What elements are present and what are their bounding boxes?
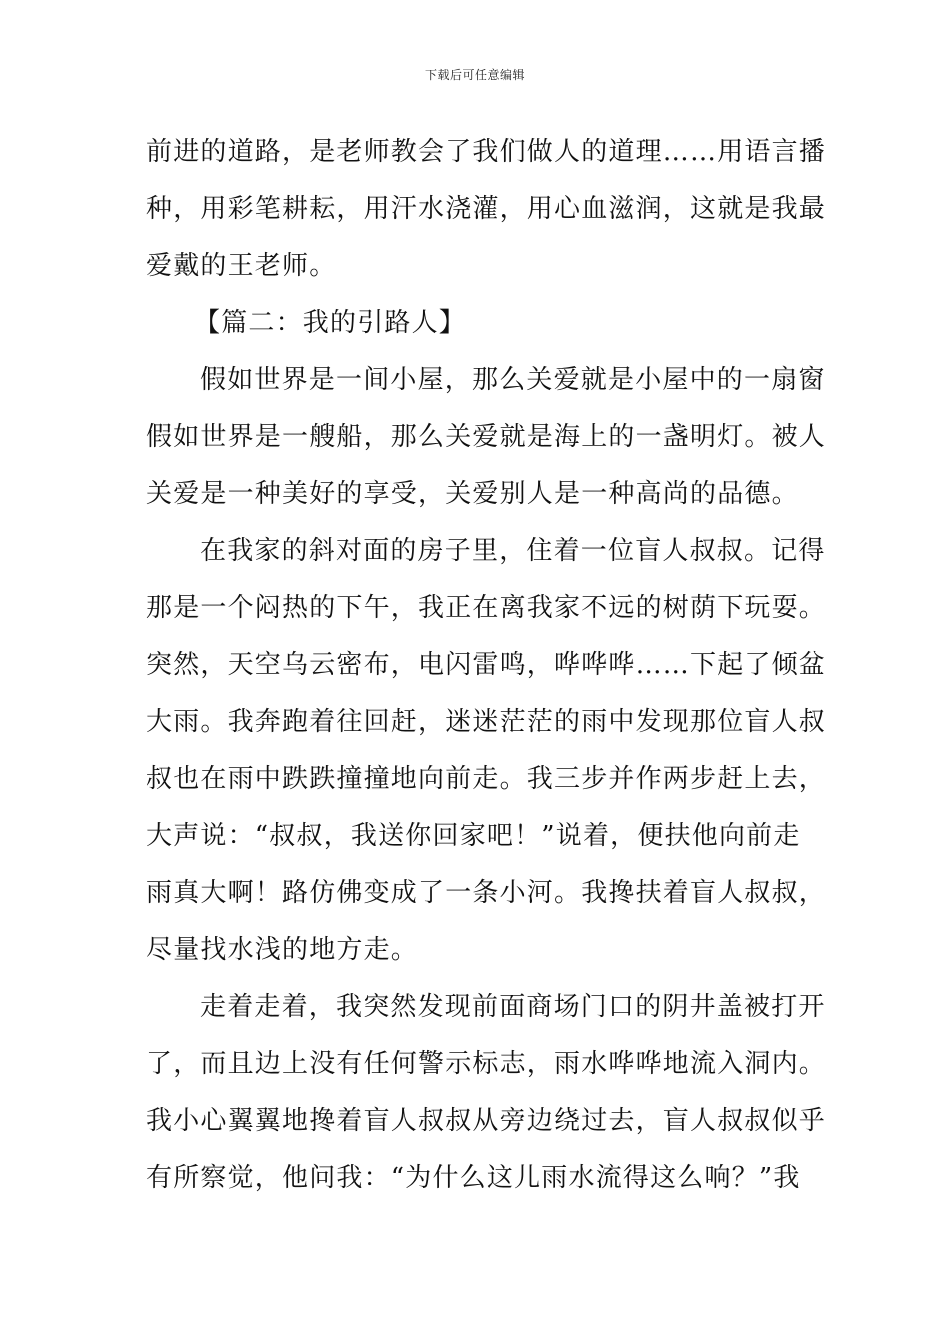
text-line: 关爱是一种美好的享受，关爱别人是一种高尚的品德。 (146, 479, 799, 509)
text-line: 爱戴的王老师。 (146, 251, 337, 281)
text-line: 了，而且边上没有任何警示标志，雨水哗哗地流入洞内。 (146, 1049, 827, 1079)
text-line: 大声说：“叔叔，我送你回家吧！”说着，便扶他向前走 (146, 821, 801, 851)
text-line: 前进的道路，是老师教会了我们做人的道理……用语言播 (146, 137, 827, 167)
text-line: 尽量找水浅的地方走。 (146, 935, 419, 965)
paragraph-first-line: 走着走着，我突然发现前面商场门口的阴井盖被打开 (200, 992, 826, 1022)
text-line: 那是一个闷热的下午，我正在离我家不远的树荫下玩耍。 (146, 593, 827, 623)
text-line: 叔也在雨中跌跌撞撞地向前走。我三步并作两步赶上去， (146, 764, 827, 794)
text-line: 假如世界是一艘船，那么关爱就是海上的一盏明灯。被人 (146, 422, 827, 452)
paragraph-first-line: 假如世界是一间小屋，那么关爱就是小屋中的一扇窗 (200, 365, 826, 395)
text-line: 雨真大啊！路仿佛变成了一条小河。我搀扶着盲人叔叔， (146, 878, 827, 908)
text-line: 我小心翼翼地搀着盲人叔叔从旁边绕过去，盲人叔叔似乎 (146, 1106, 827, 1136)
text-line: 大雨。我奔跑着往回赶，迷迷茫茫的雨中发现那位盲人叔 (146, 707, 827, 737)
text-line: 有所察觉，他问我：“为什么这儿雨水流得这么响？”我 (146, 1163, 801, 1193)
section-title: 【篇二：我的引路人】 (194, 308, 467, 338)
paragraph-first-line: 在我家的斜对面的房子里，住着一位盲人叔叔。记得 (200, 536, 826, 566)
document-body (146, 128, 827, 1211)
page-header-note: 下载后可任意编辑 (424, 68, 525, 82)
text-line: 种，用彩笔耕耘，用汗水浇灌，用心血滋润，这就是我最 (146, 194, 827, 224)
text-line: 突然，天空乌云密布，电闪雷鸣，哗哗哗……下起了倾盆 (146, 650, 827, 680)
